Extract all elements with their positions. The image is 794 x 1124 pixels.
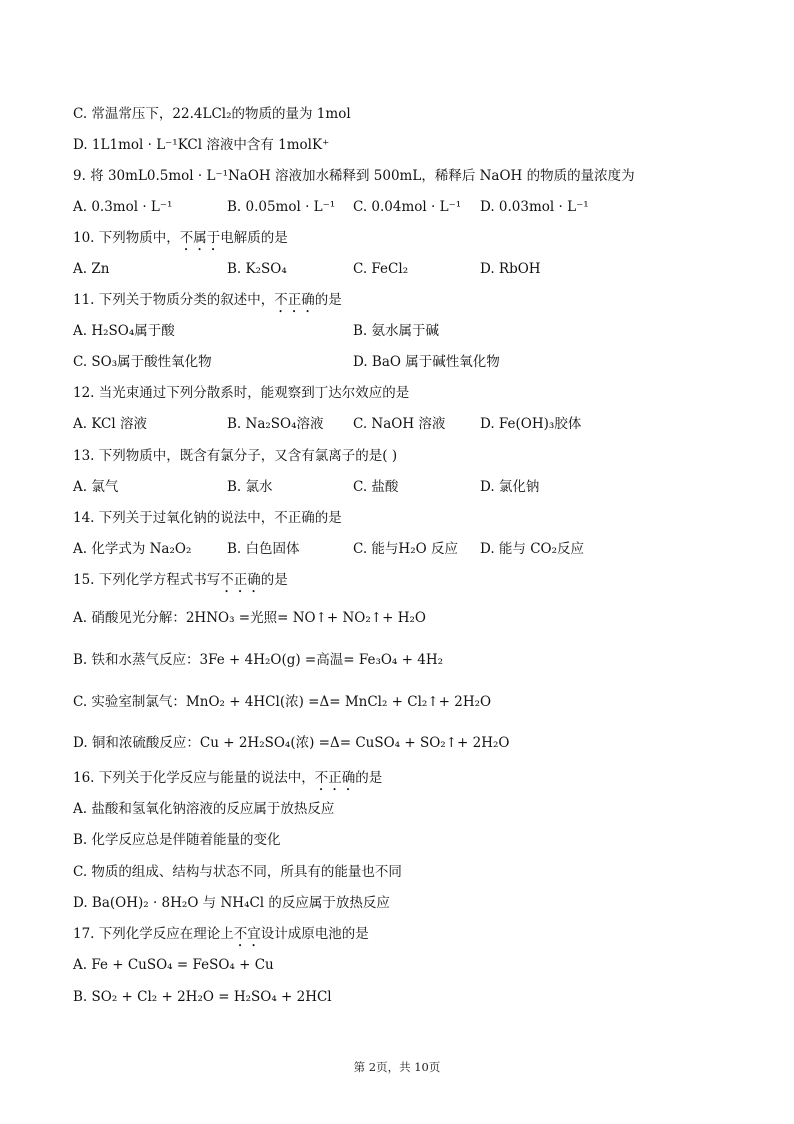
question-11-option-d: D. BaO 属于碱性氧化物	[353, 354, 500, 370]
stem-text: 10. 下列物质中，	[73, 230, 180, 246]
question-14-option-d: D. 能与 CO₂反应	[480, 541, 585, 557]
question-11-stem	[73, 290, 342, 316]
emphasis-text: 不正确	[220, 572, 261, 588]
question-13-options	[73, 477, 773, 497]
question-12-option-c: C. NaOH 溶液	[353, 416, 446, 432]
question-13-option-a: A. 氯气	[73, 479, 119, 495]
question-9-option-a: A. 0.3mol · L⁻¹	[73, 199, 173, 215]
question-11-option-a: A. H₂SO₄属于酸	[73, 323, 175, 339]
question-13-stem: 13. 下列物质中，既含有氯分子，又含有氯离子的是( )	[73, 448, 398, 464]
question-15-stem	[73, 570, 288, 596]
question-17-option-a: A. Fe + CuSO₄ = FeSO₄ + Cu	[73, 957, 274, 973]
question-11-option-b: B. 氨水属于碱	[353, 323, 440, 339]
question-12-stem: 12. 当光束通过下列分散系时，能观察到丁达尔效应的是	[73, 385, 410, 401]
emphasis-text: 不属于	[179, 230, 221, 246]
stem-text: 的是	[355, 770, 383, 786]
question-12-option-b: B. Na₂SO₄溶液	[227, 416, 324, 432]
stem-text: 设计成原电池的是	[260, 926, 369, 942]
stem-text: 11. 下列关于物质分类的叙述中，	[73, 292, 275, 308]
question-8-option-c: C. 常温常压下，22.4LCl₂的物质的量为 1mol	[73, 106, 351, 122]
page-footer: 第 2页，共 10页	[353, 1060, 441, 1074]
question-11-options-row1	[73, 321, 773, 341]
question-16-option-a: A. 盐酸和氢氧化钠溶液的反应属于放热反应	[73, 801, 335, 817]
question-17-option-b: B. SO₂ + Cl₂ + 2H₂O = H₂SO₄ + 2HCl	[73, 989, 332, 1005]
question-11-option-c: C. SO₃属于酸性氧化物	[73, 354, 212, 370]
question-17-stem	[73, 924, 369, 950]
question-13-option-b: B. 氯水	[227, 479, 273, 495]
question-14-options	[73, 539, 773, 559]
question-14-stem: 14. 下列关于过氧化钠的说法中，不正确的是	[73, 510, 342, 526]
emphasis-text: 不宜	[233, 926, 261, 942]
stem-text: 17. 下列化学反应在理论上	[73, 926, 234, 942]
question-14-option-a: A. 化学式为 Na₂O₂	[73, 541, 192, 557]
question-16-option-b: B. 化学反应总是伴随着能量的变化	[73, 832, 281, 848]
question-9-option-d: D. 0.03mol · L⁻¹	[480, 199, 589, 215]
stem-text: 15. 下列化学方程式书写	[73, 572, 221, 588]
question-14-option-c: C. 能与H₂O 反应	[353, 541, 458, 557]
question-12-options	[73, 414, 773, 434]
question-10-option-b: B. K₂SO₄	[227, 261, 287, 277]
question-15-option-c: C. 实验室制氯气：MnO₂ + 4HCl(浓) =Δ= MnCl₂ + Cl₂↑+ 2H₂O	[73, 694, 492, 710]
question-10-option-c: C. FeCl₂	[353, 261, 409, 277]
question-8-option-d: D. 1L1mol · L⁻¹KCl 溶液中含有 1molK⁺	[73, 137, 330, 153]
question-12-option-d: D. Fe(OH)₃胶体	[480, 416, 582, 432]
question-15-option-b: B. 铁和水蒸气反应：3Fe + 4H₂O(g) =高温= Fe₃O₄ + 4H₂	[73, 652, 444, 668]
question-10-option-d: D. RbOH	[480, 261, 541, 277]
stem-text: 16. 下列关于化学反应与能量的说法中，	[73, 770, 315, 786]
emphasis-text: 不正确	[274, 292, 315, 308]
question-9-stem: 9. 将 30mL0.5mol · L⁻¹NaOH 溶液加水稀释到 500mL，稀释后 NaOH 的物质的量浓度为	[73, 168, 635, 184]
question-15-option-d: D. 铜和浓硫酸反应：Cu + 2H₂SO₄(浓) =Δ= CuSO₄ + SO₂↑+ 2H₂O	[73, 735, 510, 751]
stem-text: 电解质的是	[220, 230, 288, 246]
question-10-options	[73, 259, 773, 279]
question-13-option-d: D. 氯化钠	[480, 479, 540, 495]
question-9-option-b: B. 0.05mol · L⁻¹	[227, 199, 336, 215]
emphasis-text: 不正确	[314, 770, 356, 786]
question-16-option-d: D. Ba(OH)₂ · 8H₂O 与 NH₄Cl 的反应属于放热反应	[73, 895, 390, 911]
question-15-option-a: A. 硝酸见光分解：2HNO₃ =光照= NO↑+ NO₂↑+ H₂O	[73, 610, 426, 626]
question-16-option-c: C. 物质的组成、结构与状态不同，所具有的能量也不同	[73, 864, 402, 880]
question-13-option-c: C. 盐酸	[353, 479, 399, 495]
question-16-stem	[73, 768, 382, 794]
question-10-stem	[73, 228, 288, 254]
question-10-option-a: A. Zn	[73, 261, 110, 277]
question-12-option-a: A. KCl 溶液	[73, 416, 147, 432]
question-9-option-c: C. 0.04mol · L⁻¹	[353, 199, 462, 215]
stem-text: 的是	[260, 572, 288, 588]
question-11-options-row2	[73, 352, 773, 372]
question-14-option-b: B. 白色固体	[227, 541, 300, 557]
question-9-options	[73, 197, 773, 217]
stem-text: 的是	[314, 292, 342, 308]
